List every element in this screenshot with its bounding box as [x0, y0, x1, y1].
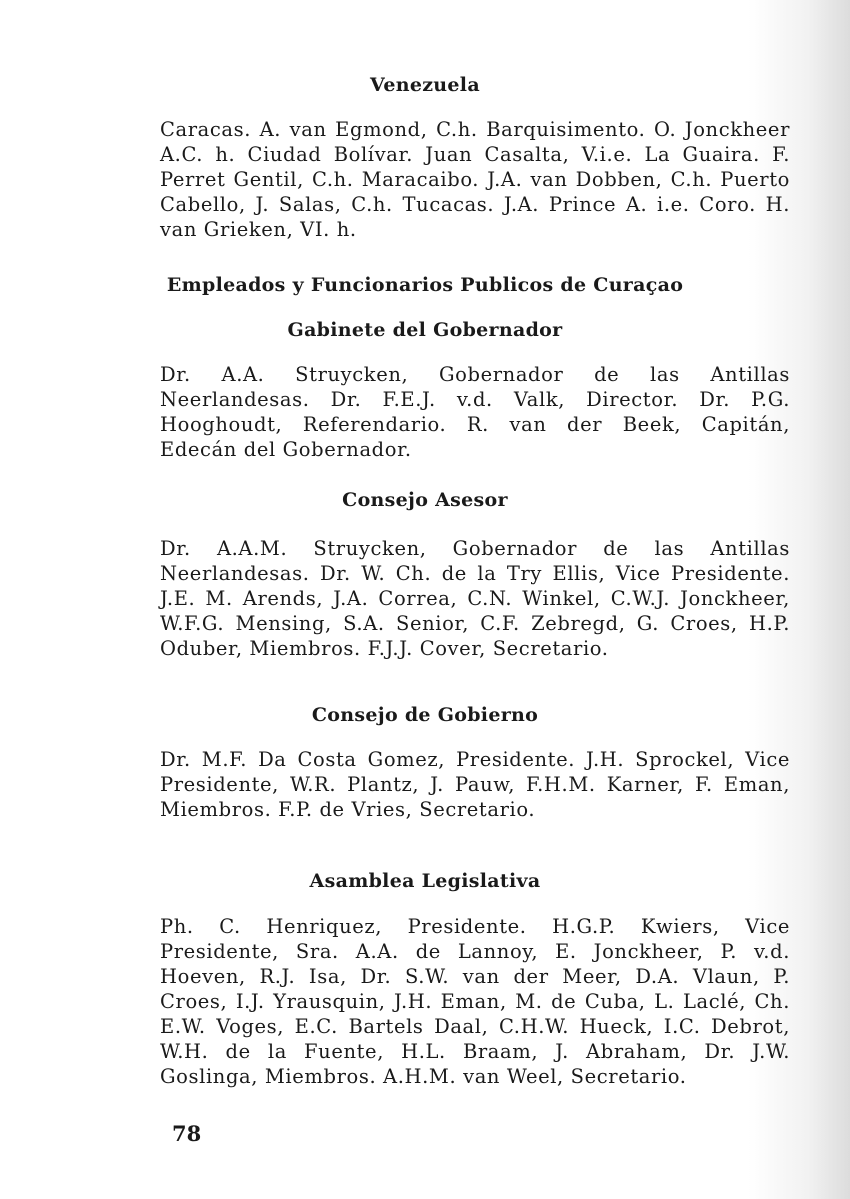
paragraph-consejo-de-gobierno: Dr. M.F. Da Costa Gomez, Presidente. J.H. Sprockel, Vice Presidente, W.R. Plantz, J. Pauw, F.H.M. Karner, F. Eman, Miembros. F.P. de Vries, Secretario. — [160, 748, 790, 821]
heading-venezuela: Venezuela — [370, 74, 480, 96]
page-number: 78 — [172, 1121, 202, 1146]
paragraph-asamblea-legislativa: Ph. C. Henriquez, Presidente. H.G.P. Kwiers, Vice Presidente, Sra. A.A. de Lannoy, E. Jonckheer, P. v.d. Hoeven, R.J. Isa, Dr. S.W. van der Meer, D.A. Vlaun, P. Croes, I.J. Yrausquin, J.H. Eman, M. de Cuba, L. Laclé, Ch. E.W. Voges, E.C. Bartels Daal, C.H.W. Hueck, I.C. Debrot, W.H. de la Fuente, H.L. Braam, J. Abraham, Dr. J.W. Goslinga, Miembros. A.H.M. van Weel, Secretario. — [160, 915, 790, 1088]
heading-consejo-de-gobierno: Consejo de Gobierno — [311, 704, 539, 726]
paragraph-consejo-asesor: Dr. A.A.M. Struycken, Gobernador de las Antillas Neerlandesas. Dr. W. Ch. de la Try Ellis, Vice Presidente. J.E. M. Arends, J.A. Correa, C.N. Winkel, C.W.J. Jonckheer, W.F.G. Mensing, S.A. Senior, C.F. Zebregd, G. Croes, H.P. Oduber, Miembros. F.J.J. Cover, Secretario. — [160, 537, 790, 660]
paragraph-gabinete-del-gobernador: Dr. A.A. Struycken, Gobernador de las Antillas Neerlandesas. Dr. F.E.J. v.d. Valk, Director. Dr. P.G. Hooghoudt, Referendario. R. van der Beek, Capitán, Edecán del Gobernador. — [160, 363, 790, 461]
heading-asamblea-legislativa: Asamblea Legislativa — [309, 870, 541, 892]
heading-consejo-asesor: Consejo Asesor — [342, 489, 508, 511]
paragraph-venezuela: Caracas. A. van Egmond, C.h. Barquisimento. O. Jonckheer A.C. h. Ciudad Bolívar. Juan Casalta, V.i.e. La Guaira. F. Perret Gentil, C.h. Maracaibo. J.A. van Dobben, C.h. Puerto Cabello, J. Salas, C.h. Tucacas. J.A. Prince A. i.e. Coro. H. van Grieken, VI. h. — [160, 118, 790, 241]
heading-empleados-funcionarios: Empleados y Funcionarios Publicos de Curaçao — [166, 274, 684, 296]
heading-gabinete-del-gobernador: Gabinete del Gobernador — [287, 319, 563, 341]
